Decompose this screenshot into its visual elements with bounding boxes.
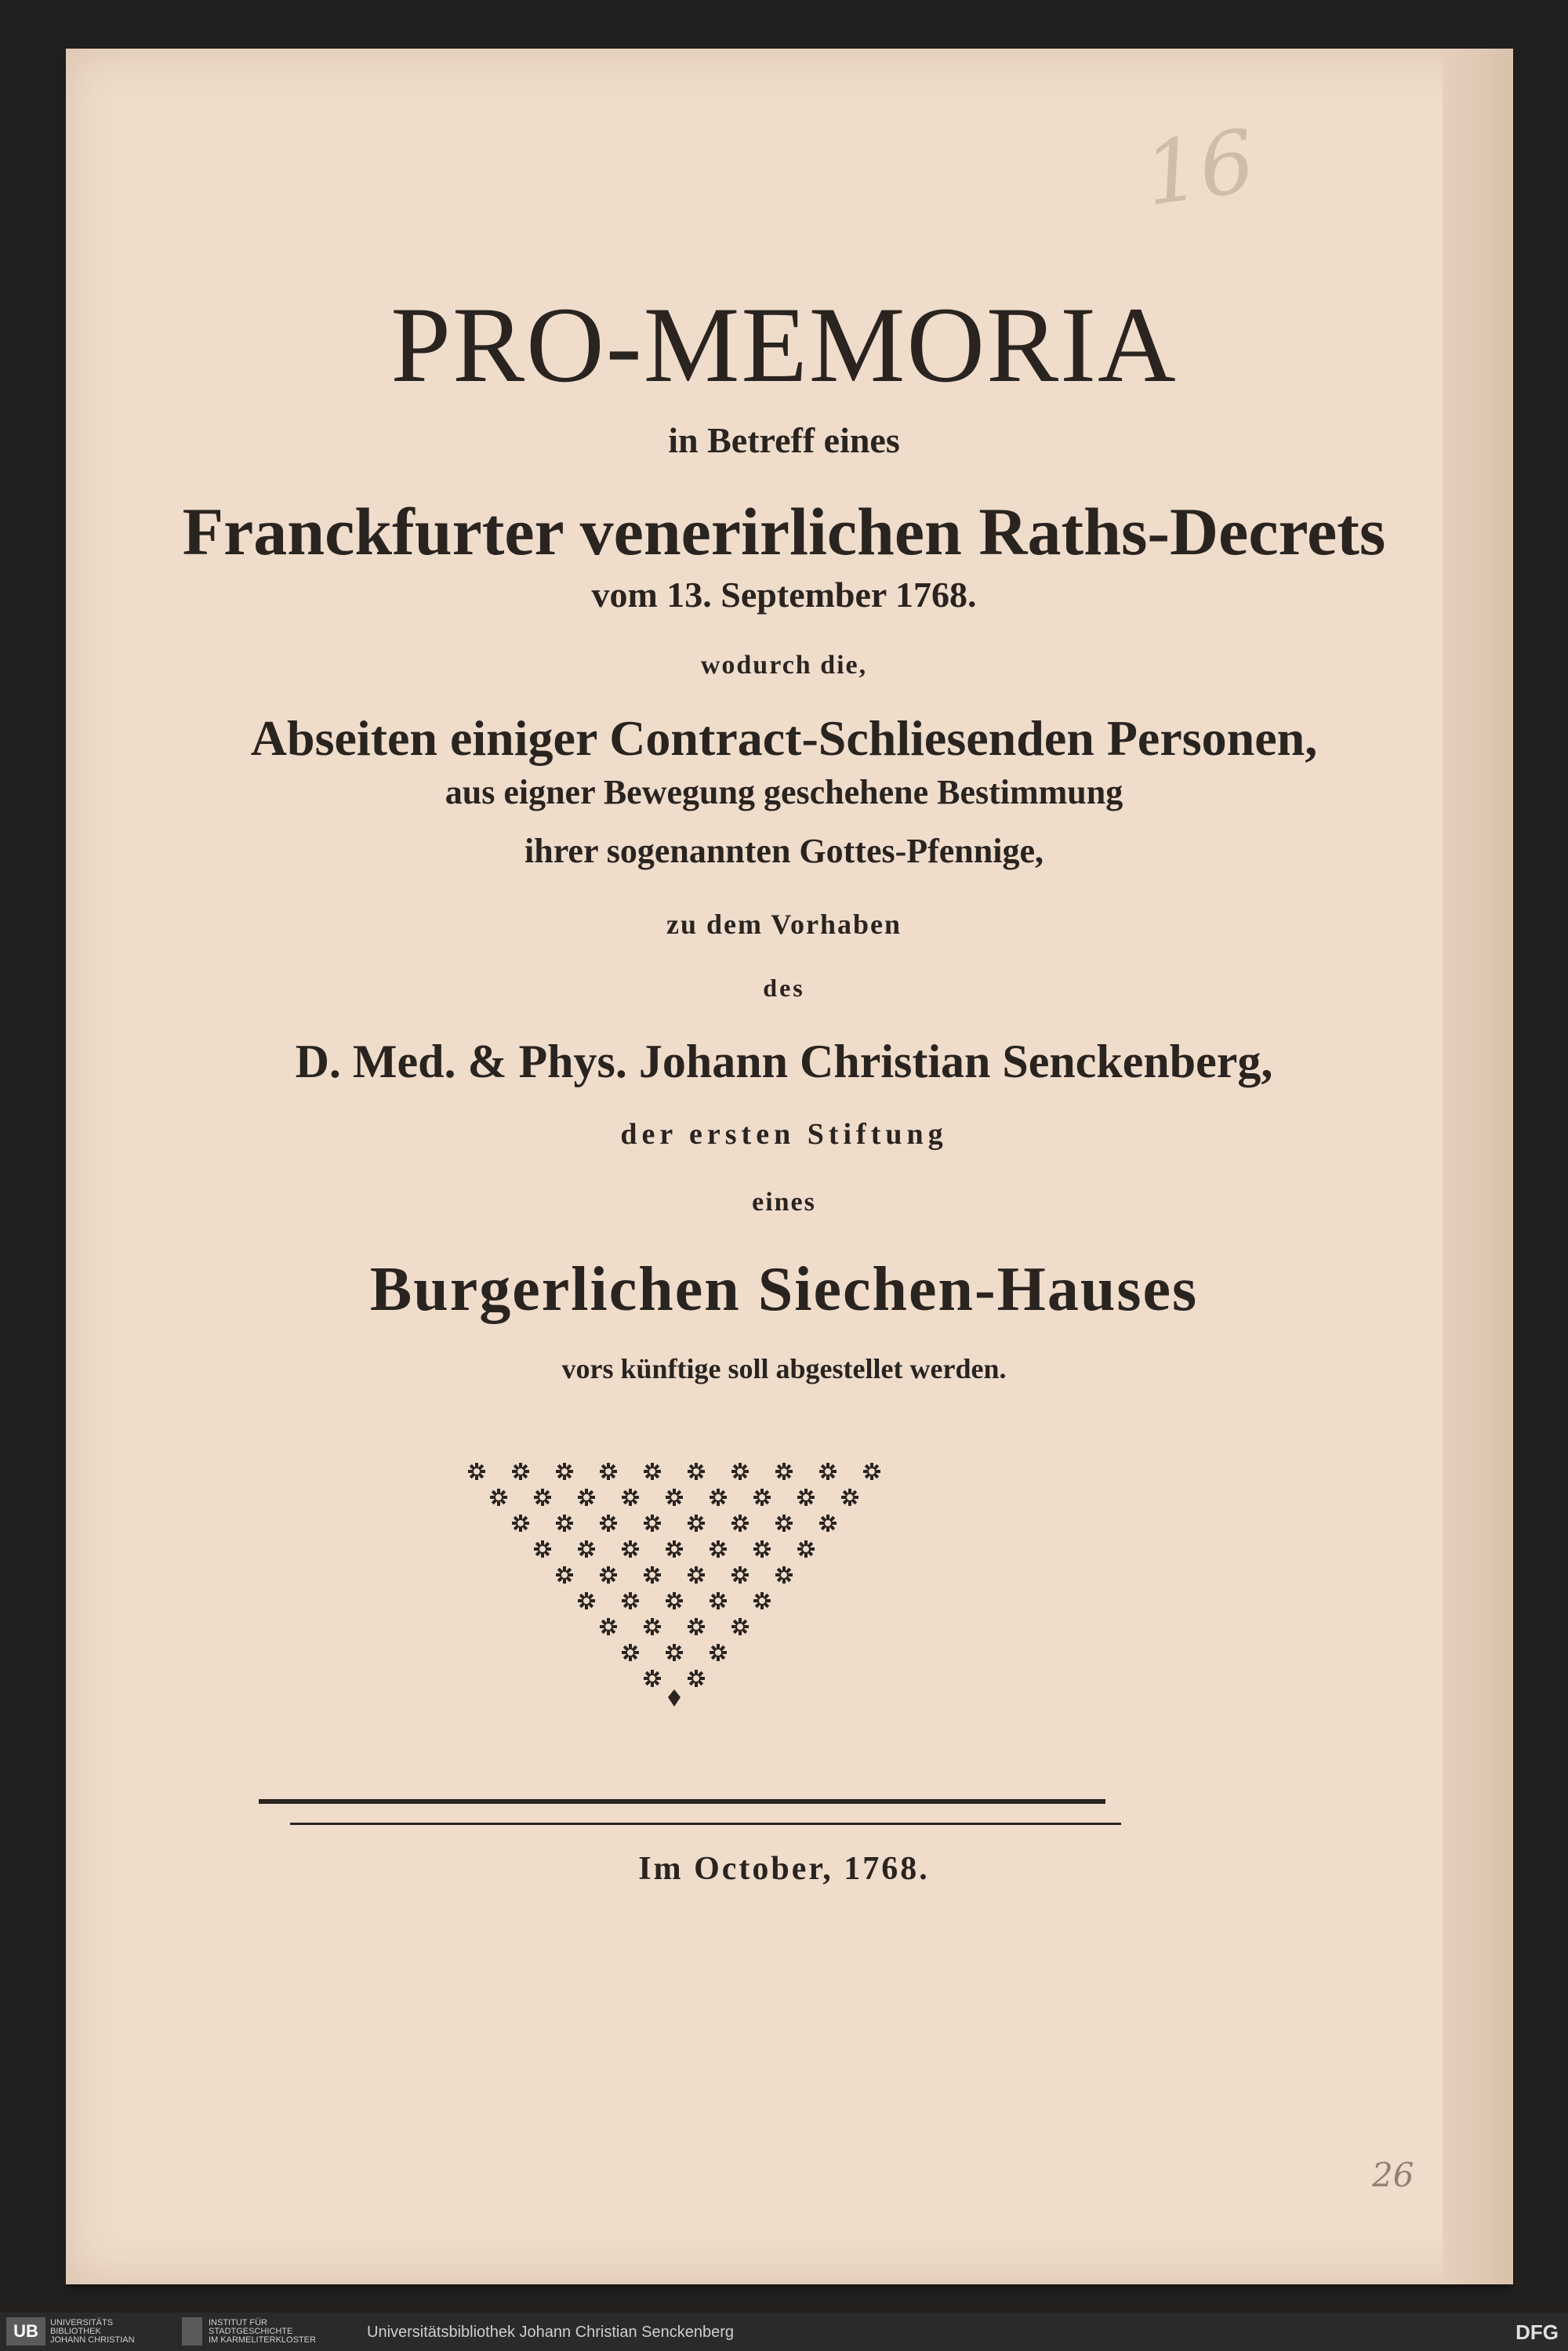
ub-text-3: JOHANN CHRISTIAN xyxy=(50,2335,135,2345)
ornament-flower xyxy=(753,1489,771,1506)
ub-logo-text xyxy=(50,2319,135,2345)
ornament-flower xyxy=(578,1592,595,1609)
divider-rule-thick xyxy=(259,1799,1105,1804)
ornament-flower xyxy=(490,1489,507,1506)
ornament-flower xyxy=(731,1566,749,1584)
ornament-flower xyxy=(731,1618,749,1635)
ornament-flower xyxy=(622,1592,639,1609)
text-line-10: D. Med. & Phys. Johann Christian Senckenberg, xyxy=(295,1036,1273,1087)
text-line-1: in Betreff eines xyxy=(668,420,900,460)
institute-logo xyxy=(182,2317,202,2346)
ornament-flower xyxy=(775,1566,793,1584)
ornament-flower xyxy=(819,1463,837,1480)
text-line-4: wodurch die, xyxy=(700,651,868,680)
page-number: 26 xyxy=(1372,2156,1414,2194)
ornament-flower xyxy=(644,1463,661,1480)
ornament-flower xyxy=(622,1644,639,1661)
ornament-flower xyxy=(863,1463,880,1480)
ornament-flower xyxy=(666,1592,683,1609)
ornament-tip xyxy=(668,1689,681,1707)
ornament-flower xyxy=(666,1644,683,1661)
ornament-flower xyxy=(622,1540,639,1558)
text-line-8: zu dem Vorhaben xyxy=(666,909,902,940)
institute-logo-text xyxy=(209,2319,316,2345)
text-line-3: vom 13. September 1768. xyxy=(591,575,977,615)
text-line-6: aus eigner Bewegung geschehene Bestimmung xyxy=(445,773,1123,811)
ornament-flower xyxy=(534,1540,551,1558)
ornament-flower xyxy=(644,1515,661,1532)
ornament-flower xyxy=(578,1540,595,1558)
ornament-flower xyxy=(841,1489,858,1506)
ornament-flower xyxy=(600,1515,617,1532)
ornament-flower xyxy=(578,1489,595,1506)
text-line-13: Burgerlichen Siechen-Hauses xyxy=(369,1255,1199,1324)
ornament-flower xyxy=(622,1489,639,1506)
footer-credit: Universitätsbibliothek Johann Christian Senckenberg xyxy=(367,2324,735,2341)
ornament-flower xyxy=(556,1566,573,1584)
ornament-flower xyxy=(753,1540,771,1558)
inst-text-3: IM KARMELITERKLOSTER xyxy=(209,2335,316,2345)
ornament-flower xyxy=(710,1644,727,1661)
ornament-flower xyxy=(600,1463,617,1480)
ornament-flower xyxy=(731,1515,749,1532)
ornament-flower xyxy=(556,1463,573,1480)
ornament-flower xyxy=(644,1566,661,1584)
handwritten-mark: 16 xyxy=(1138,110,1261,226)
divider-rule-thin xyxy=(290,1823,1121,1825)
document-date: Im October, 1768. xyxy=(638,1851,930,1887)
text-line-11: der ersten Stiftung xyxy=(620,1118,948,1151)
ub-text-1: UNIVERSITÄTS xyxy=(50,2318,114,2327)
ornament-flower xyxy=(644,1670,661,1687)
ornament-triangle xyxy=(447,1454,902,1713)
ornament-flower xyxy=(688,1463,705,1480)
ornament-flower xyxy=(710,1592,727,1609)
ornament-flower xyxy=(600,1618,617,1635)
ornament-flower xyxy=(512,1463,529,1480)
dfg-logo: DFG xyxy=(1515,2320,1559,2344)
ornament-flower xyxy=(534,1489,551,1506)
ornament-flower xyxy=(797,1540,815,1558)
text-line-7: ihrer sogenannten Gottes-Pfennige, xyxy=(524,832,1044,870)
ornament-flower xyxy=(556,1515,573,1532)
ornament-flower xyxy=(775,1463,793,1480)
inst-text-2: STADTGESCHICHTE xyxy=(209,2327,293,2336)
ornament-flower xyxy=(666,1489,683,1506)
document-title: PRO-MEMORIA xyxy=(390,285,1178,405)
ornament-flower xyxy=(819,1515,837,1532)
ornament-flower xyxy=(688,1515,705,1532)
ornament-flower xyxy=(512,1515,529,1532)
ornament-flower xyxy=(710,1540,727,1558)
ornament-flower xyxy=(468,1463,485,1480)
text-line-2: Franckfurter venerirlichen Raths-Decrets xyxy=(182,494,1386,569)
ub-logo: UB xyxy=(6,2317,45,2346)
text-line-12: eines xyxy=(752,1188,816,1217)
inst-text-1: INSTITUT FÜR xyxy=(209,2318,267,2327)
ornament-flower xyxy=(600,1566,617,1584)
ornament-flower xyxy=(644,1618,661,1635)
ub-text-2: BIBLIOTHEK xyxy=(50,2327,101,2336)
ornament-flower xyxy=(688,1670,705,1687)
ornament-flower xyxy=(688,1566,705,1584)
text-line-14: vors künftige soll abgestellet werden. xyxy=(561,1353,1007,1384)
footer-bar xyxy=(0,2313,1568,2351)
ornament-flower xyxy=(797,1489,815,1506)
text-line-5: Abseiten einiger Contract-Schliesenden Personen, xyxy=(250,710,1318,766)
ornament-flower xyxy=(753,1592,771,1609)
ornament-flower xyxy=(731,1463,749,1480)
ornament-flower xyxy=(710,1489,727,1506)
ornament-flower xyxy=(666,1540,683,1558)
ornament-flower xyxy=(688,1618,705,1635)
ornament-flower xyxy=(775,1515,793,1532)
text-line-9: des xyxy=(763,974,805,1002)
